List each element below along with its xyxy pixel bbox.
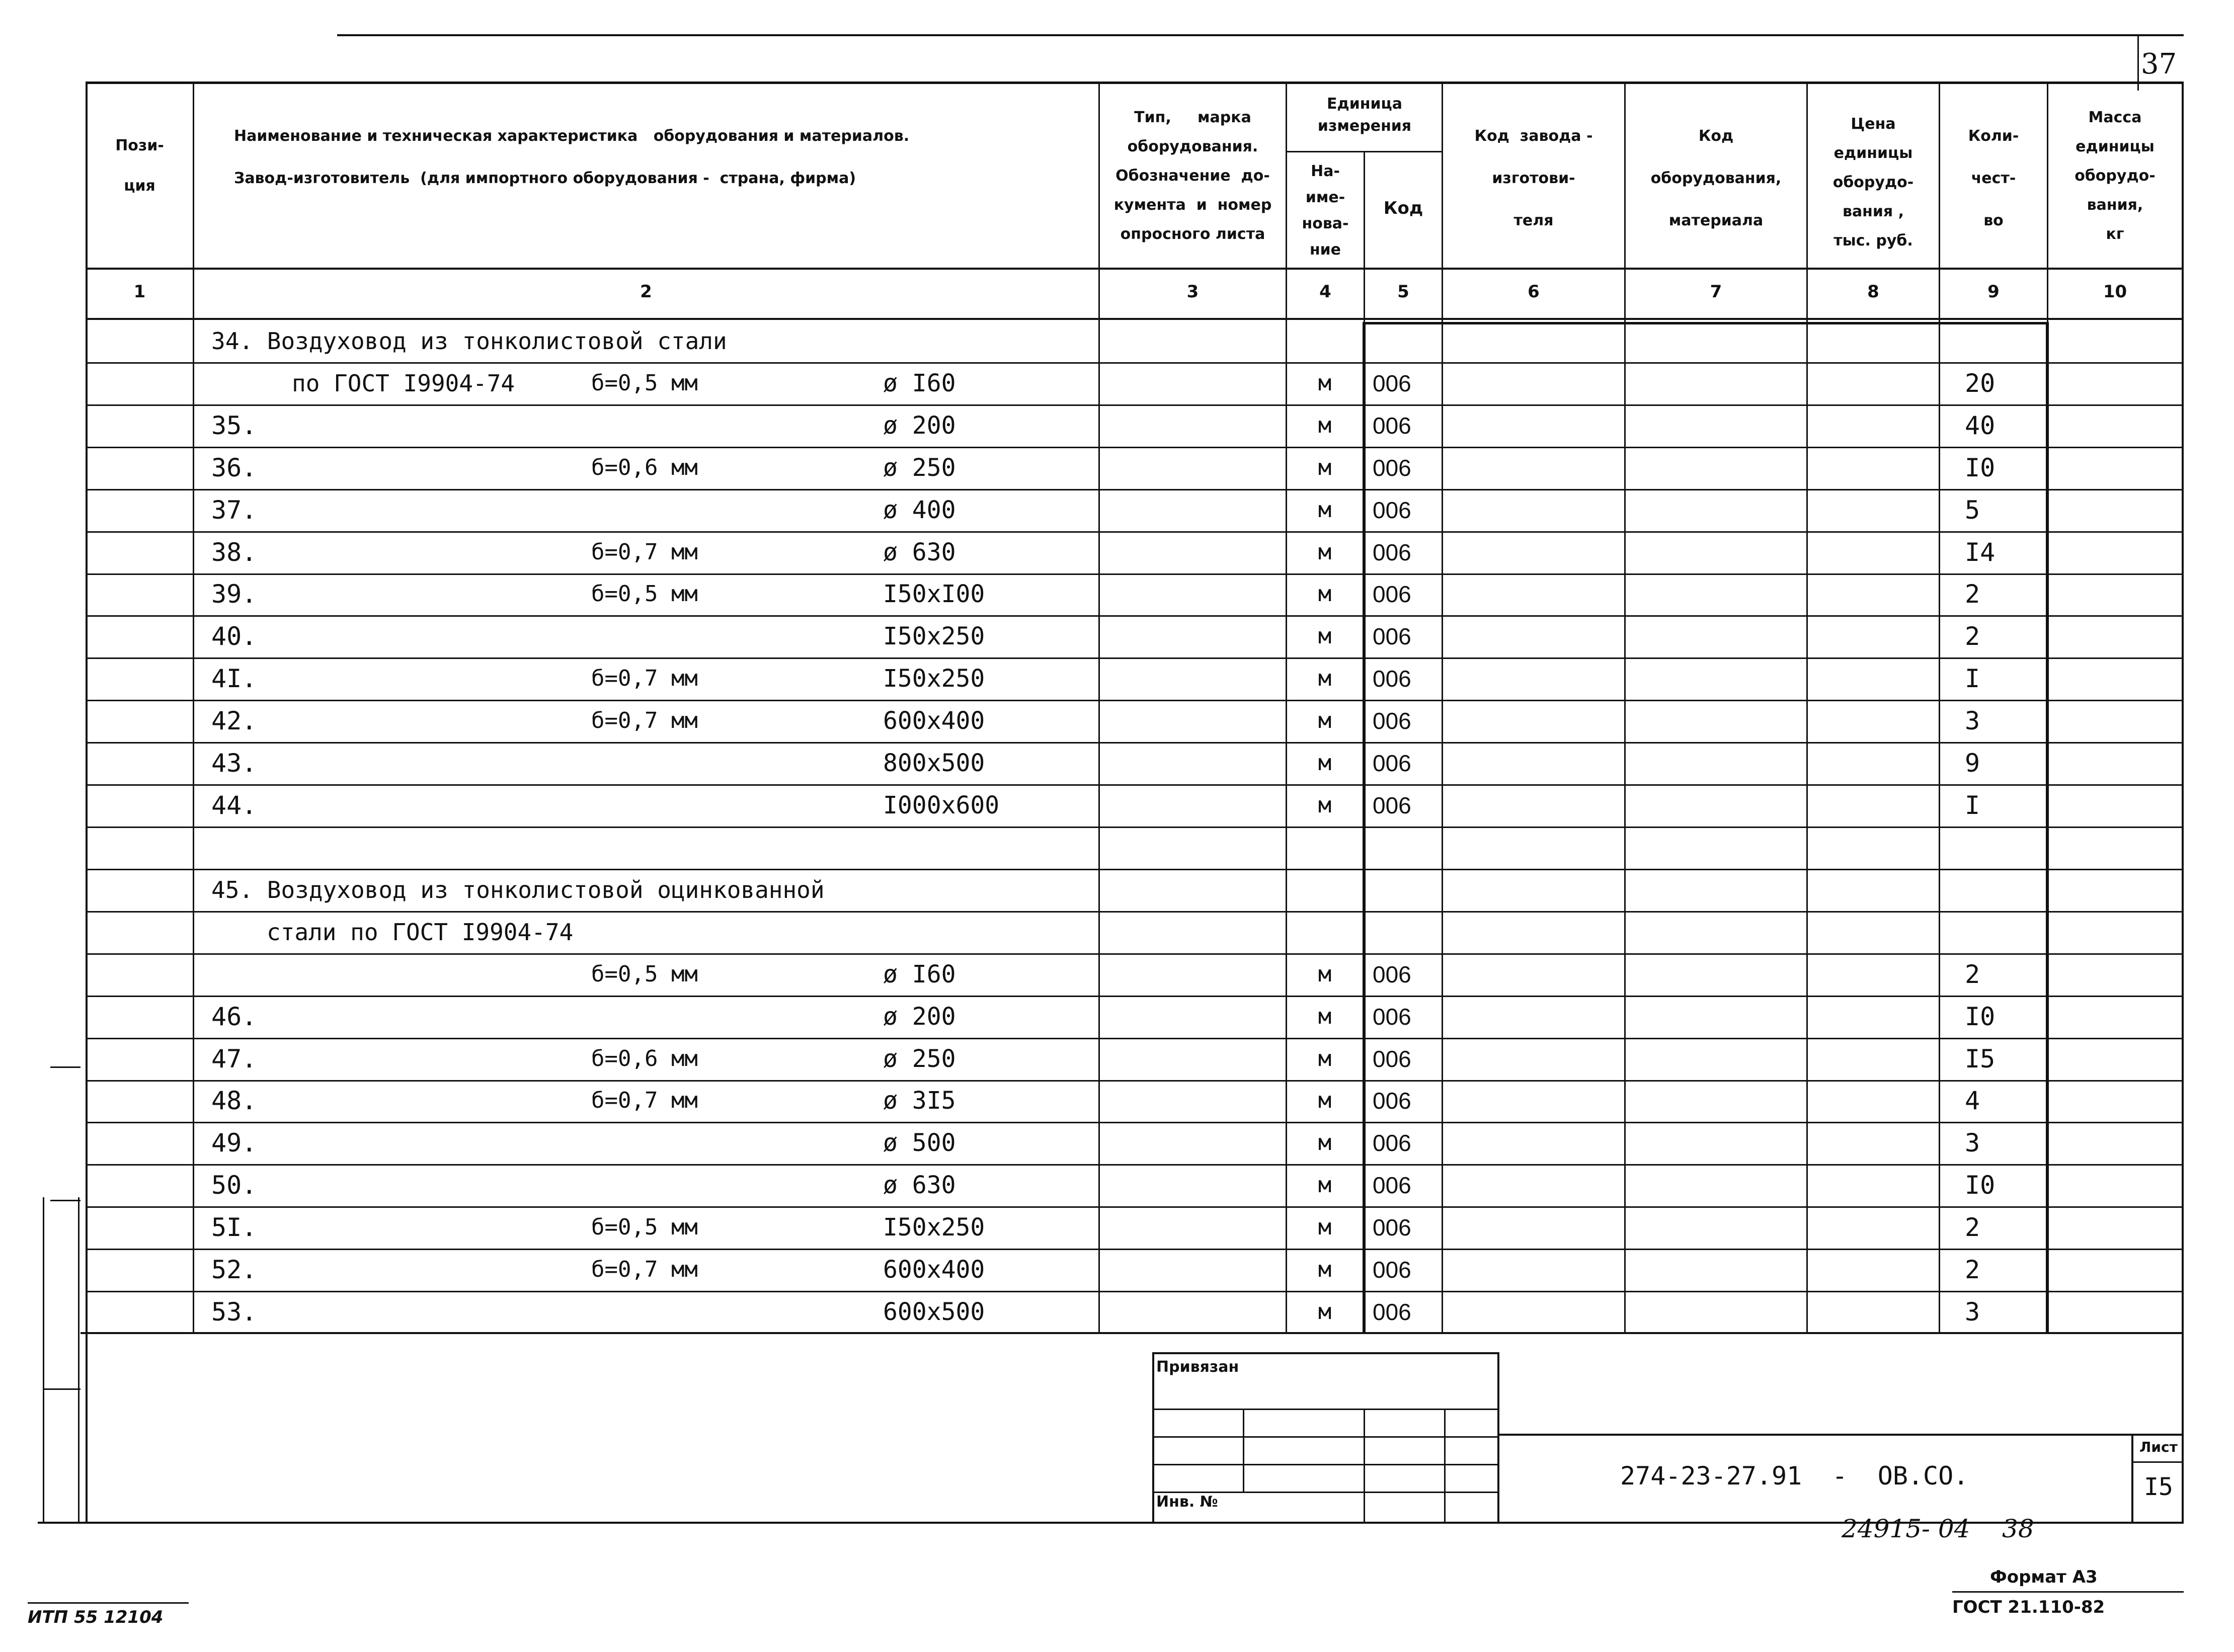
row-code: 006 (1373, 581, 1411, 607)
row-unit: м (1318, 370, 1332, 396)
colnum-4: 4 (1319, 282, 1331, 302)
col-sep-5 (1442, 81, 1443, 1333)
row-separator (86, 1122, 2184, 1123)
row-name: 37. (211, 495, 257, 525)
row-code: 006 (1373, 1214, 1411, 1241)
row-size: 600х400 (883, 707, 985, 735)
row-unit: м (1318, 497, 1332, 523)
row-separator (86, 657, 2184, 659)
left-margin-line-2 (78, 1197, 79, 1522)
row-name: 48. (211, 1086, 257, 1115)
handwritten-note: 24915- 04 38 (1842, 1514, 2034, 1543)
row-name: 46. (211, 1002, 257, 1031)
table-top-border (86, 81, 2184, 84)
stamp-row-3 (1152, 1464, 1499, 1465)
header-col5: Код (1383, 198, 1423, 218)
row-quantity: 2 (1965, 580, 1980, 609)
row-separator (86, 911, 2184, 913)
left-margin-line-1 (43, 1197, 44, 1522)
row-size: 600х500 (883, 1298, 985, 1326)
header-col9: Коли- чест- во (1968, 127, 2019, 229)
row-size: ø I60 (883, 960, 956, 988)
row-thickness: б=0,5 мм (591, 1214, 698, 1240)
row-size: ø 250 (883, 454, 956, 482)
row-unit: м (1318, 1172, 1332, 1198)
row-name: 45. Воздуховод из тонколистовой оцинкованной (211, 876, 825, 903)
row-unit: м (1318, 455, 1332, 480)
colnum-8: 8 (1867, 282, 1879, 302)
document-code: 274-23-27.91 - ОВ.СО. (1620, 1461, 1969, 1491)
row-name: 47. (211, 1044, 257, 1073)
row-unit: м (1318, 666, 1332, 691)
row-separator (86, 953, 2184, 955)
row-code: 006 (1373, 623, 1411, 649)
col-sep-1 (193, 81, 194, 1333)
col-sep-8 (1939, 81, 1940, 1333)
row-name: 4I. (211, 664, 257, 693)
row-separator (86, 615, 2184, 617)
row-size: I50х250 (883, 665, 985, 693)
row-thickness: б=0,7 мм (591, 1257, 698, 1282)
row-unit: м (1318, 539, 1332, 565)
colnum-3: 3 (1186, 282, 1199, 302)
row-thickness: б=0,6 мм (591, 1046, 698, 1071)
col-sep-7 (1806, 81, 1808, 1333)
row-separator (86, 1206, 2184, 1208)
row-quantity: 3 (1965, 1297, 1980, 1327)
row-code: 006 (1373, 1088, 1411, 1114)
row-unit: м (1318, 1130, 1332, 1155)
row-name: 36. (211, 453, 257, 482)
row-code: 006 (1373, 539, 1411, 565)
row-thickness: б=0,6 мм (591, 455, 698, 480)
row-separator (86, 404, 2184, 406)
sheet-label: Лист (2139, 1439, 2178, 1455)
table-right-border (2182, 81, 2184, 1522)
row-code: 006 (1373, 666, 1411, 692)
format-label: Формат А3 (1990, 1567, 2098, 1587)
row-separator (86, 996, 2184, 997)
row-code: 006 (1373, 708, 1411, 734)
stamp-privyazan-label: Привязан (1156, 1358, 1239, 1376)
row-code: 006 (1373, 1046, 1411, 1072)
colnum-1: 1 (133, 282, 146, 302)
row-code: 006 (1373, 455, 1411, 481)
row-code: 006 (1373, 961, 1411, 987)
row-quantity: I (1965, 791, 1980, 820)
footer-left-rule (28, 1602, 189, 1604)
stamp-row-2 (1152, 1436, 1499, 1438)
row-code: 006 (1373, 1130, 1411, 1156)
row-thickness: б=0,7 мм (591, 666, 698, 691)
row-separator (86, 1038, 2184, 1039)
row-size: ø I60 (883, 369, 956, 397)
colnum-bottom-line (86, 318, 2184, 320)
stamp-row-1 (1152, 1409, 1499, 1410)
row-separator (86, 489, 2184, 490)
row-name: 43. (211, 749, 257, 778)
page-number: 37 (2141, 48, 2177, 80)
row-quantity: I0 (1965, 453, 1996, 482)
row-thickness: б=0,5 мм (591, 961, 698, 987)
stamp-title-top (1499, 1434, 2184, 1436)
stamp-inv-label: Инв. № (1156, 1493, 1218, 1511)
row-unit: м (1318, 412, 1332, 438)
row-separator (86, 573, 2184, 575)
header-col8: Цена единицы оборудо- вания , тыс. руб. (1832, 115, 1914, 250)
unit-group-line (1286, 151, 1443, 152)
row-name: 38. (211, 538, 257, 567)
row-unit: м (1318, 623, 1332, 649)
left-margin-mark-1 (50, 1066, 81, 1068)
table-bottom-line (81, 1332, 2184, 1334)
row-unit: м (1318, 1004, 1332, 1029)
top-rule (337, 34, 2184, 36)
row-unit: м (1318, 581, 1332, 607)
row-quantity: 5 (1965, 495, 1980, 525)
left-margin-mark-3 (43, 1388, 81, 1390)
stamp-col-3 (1444, 1409, 1446, 1522)
row-size: ø 400 (883, 496, 956, 524)
row-name: 42. (211, 706, 257, 735)
row-thickness: б=0,7 мм (591, 708, 698, 733)
row-separator (86, 362, 2184, 364)
row-quantity: I0 (1965, 1171, 1996, 1200)
row-thickness: б=0,5 мм (591, 581, 698, 607)
row-code: 006 (1373, 370, 1411, 396)
row-thickness: б=0,7 мм (591, 1088, 698, 1113)
stamp-col-1 (1243, 1409, 1244, 1493)
row-quantity: I4 (1965, 538, 1996, 567)
row-quantity: 40 (1965, 411, 1996, 440)
row-code: 006 (1373, 497, 1411, 523)
row-unit: м (1318, 1088, 1332, 1113)
row-name: 52. (211, 1255, 257, 1284)
row-code: 006 (1373, 412, 1411, 439)
row-size: I50х250 (883, 1213, 985, 1242)
table-left-border (86, 81, 88, 1522)
row-separator (86, 1164, 2184, 1166)
row-quantity: 2 (1965, 1255, 1980, 1284)
row-name: по ГОСТ I9904-74 (292, 370, 515, 397)
row-size: ø 500 (883, 1129, 956, 1157)
row-quantity: 2 (1965, 622, 1980, 651)
row-size: I50хI00 (883, 580, 985, 608)
stamp-privyazan-top (1152, 1352, 1499, 1354)
row-quantity: 4 (1965, 1086, 1980, 1115)
row-size: 600х400 (883, 1256, 985, 1284)
row-quantity: 3 (1965, 1128, 1980, 1158)
header-col10: Масса единицы оборудо- вания, кг (2075, 109, 2156, 243)
row-size: I50х250 (883, 622, 985, 650)
row-quantity: 2 (1965, 960, 1980, 989)
colnum-9: 9 (1987, 282, 2000, 302)
row-size: ø 200 (883, 411, 956, 440)
colnum-6: 6 (1528, 282, 1540, 302)
colnum-2: 2 (640, 282, 652, 302)
row-separator (86, 742, 2184, 744)
header-unit-group: Единица измерения (1317, 95, 1412, 135)
colnum-10: 10 (2103, 282, 2127, 302)
header-bottom-line (86, 268, 2184, 270)
row-code: 006 (1373, 1257, 1411, 1283)
row-separator (86, 1249, 2184, 1250)
row-unit: м (1318, 961, 1332, 987)
header-col4: На- име- нова- ние (1302, 162, 1349, 259)
row-separator (86, 1291, 2184, 1292)
header-col2: Наименование и техническая характеристика оборудования и материалов. Завод-изготовитель (для импортного оборудования - страна, фирма) (234, 127, 910, 187)
row-thickness: б=0,5 мм (591, 370, 698, 396)
col-sep-2 (1098, 81, 1100, 1333)
row-size: I000х600 (883, 791, 1000, 819)
code-box-top (1363, 322, 2049, 324)
row-separator (86, 869, 2184, 870)
row-code: 006 (1373, 1299, 1411, 1325)
row-quantity: I5 (1965, 1044, 1996, 1073)
col-sep-6 (1624, 81, 1626, 1333)
row-name: 40. (211, 622, 257, 651)
row-code: 006 (1373, 1172, 1411, 1198)
row-unit: м (1318, 1257, 1332, 1282)
row-unit: м (1318, 708, 1332, 733)
header-col6: Код завода - изготови- теля (1474, 127, 1593, 229)
colnum-7: 7 (1710, 282, 1722, 302)
row-name: 34. Воздуховод из тонколистовой стали (211, 327, 727, 355)
row-size: ø 630 (883, 538, 956, 566)
itp-label: ИТП 55 12104 (28, 1607, 164, 1627)
header-col7: Код оборудования, материала (1650, 127, 1782, 229)
left-margin-mark-2 (50, 1200, 81, 1201)
row-name: 53. (211, 1297, 257, 1327)
row-quantity: I (1965, 664, 1980, 693)
row-name: 49. (211, 1128, 257, 1158)
row-unit: м (1318, 1299, 1332, 1325)
row-code: 006 (1373, 1004, 1411, 1030)
row-thickness: б=0,7 мм (591, 539, 698, 565)
stamp-col-2 (1364, 1409, 1365, 1522)
row-size: ø 630 (883, 1171, 956, 1199)
row-name: 35. (211, 411, 257, 440)
row-unit: м (1318, 1214, 1332, 1240)
row-separator (86, 447, 2184, 448)
colnum-5: 5 (1397, 282, 1409, 302)
row-unit: м (1318, 1046, 1332, 1071)
row-unit: м (1318, 750, 1332, 776)
row-quantity: 20 (1965, 369, 1996, 398)
row-quantity: 2 (1965, 1213, 1980, 1242)
row-name: 44. (211, 791, 257, 820)
row-separator (86, 827, 2184, 828)
header-col1: Пози- ция (115, 137, 164, 195)
footer-right-rule (1952, 1591, 2184, 1593)
row-quantity: 3 (1965, 706, 1980, 735)
row-separator (86, 1080, 2184, 1082)
row-quantity: I0 (1965, 1002, 1996, 1031)
sheet-number: I5 (2144, 1473, 2173, 1501)
row-name: 5I. (211, 1213, 257, 1242)
row-name: 50. (211, 1171, 257, 1200)
row-code: 006 (1373, 792, 1411, 818)
row-name: 39. (211, 580, 257, 609)
row-code: 006 (1373, 750, 1411, 776)
row-unit: м (1318, 792, 1332, 818)
gost-label: ГОСТ 21.110-82 (1952, 1597, 2105, 1617)
row-size: ø 3I5 (883, 1087, 956, 1115)
row-separator (86, 700, 2184, 701)
row-separator (86, 784, 2184, 786)
row-size: ø 250 (883, 1045, 956, 1073)
header-col3: Тип, марка оборудования. Обозначение до- кумента и номер опросного листа (1113, 109, 1272, 243)
row-quantity: 9 (1965, 749, 1980, 778)
row-separator (86, 531, 2184, 533)
row-name: стали по ГОСТ I9904-74 (267, 919, 574, 946)
stamp-sheet-mid (2131, 1461, 2184, 1463)
row-size: ø 200 (883, 1003, 956, 1031)
row-size: 800х500 (883, 749, 985, 777)
